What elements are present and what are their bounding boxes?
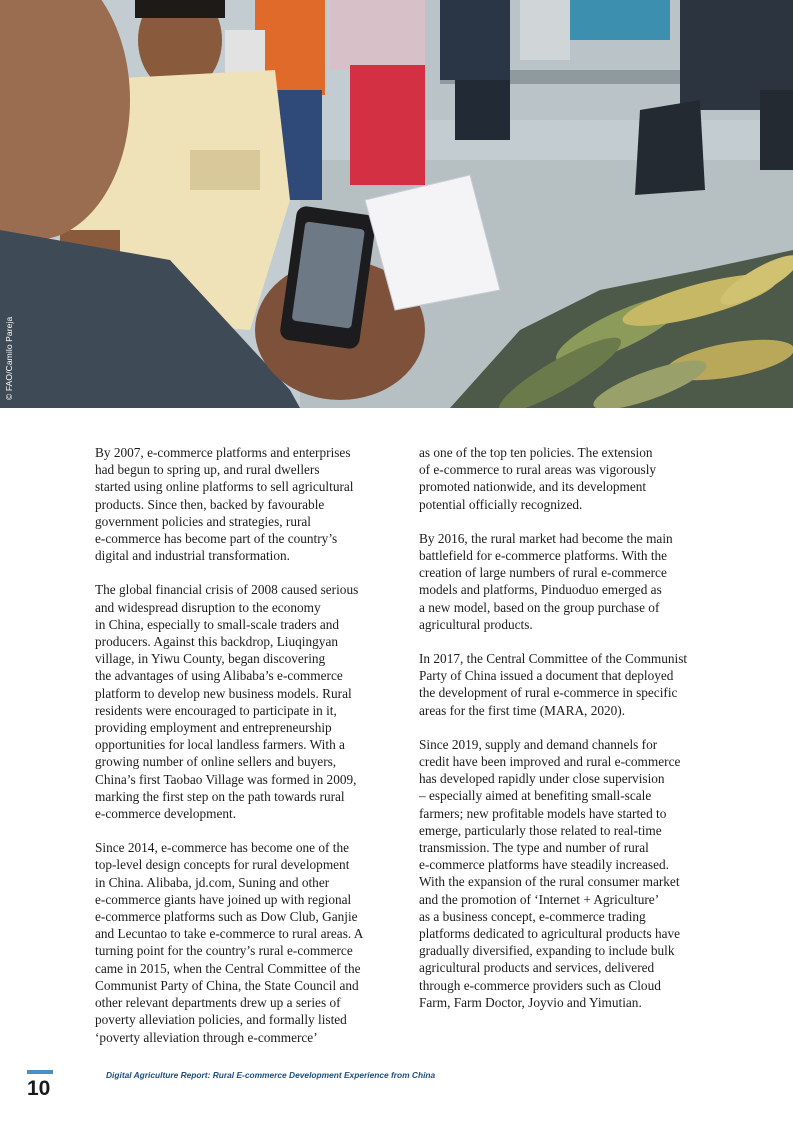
- paragraph: Since 2019, supply and demand channels for credit have been improved and rural e-commerce has developed rapidly under close supervision – especially aimed at benefiting small-scale farmers; new profitable models have started to emerge, particularly those related to real-time transmission. The type and number of rural e-commerce platforms have steadily increased. With the expansion of the rural consumer market and the promotion of ‘Internet + Agriculture’ as a business concept, e-commerce trading platforms dedicated to agricultural products have gradually diversified, expanding to include bulk agricultural products and services, delivered through e-commerce providers such as Cloud Farm, Farm Doctor, Joyvio and Yimutian.: [419, 736, 681, 1010]
- paragraph: Since 2014, e-commerce has become one of the top-level design concepts for rural development in China. Alibaba, jd.com, Suning and other e-commerce giants have joined up with regional e-commerce platforms such as Dow Club, Ganjie and Lecuntao to take e-commerce to rural areas. A turning point for the country’s rural e-commerce came in 2015, when the Central Committee of the Communist Party of China, the State Council and other relevant departments drew up a series of poverty alleviation policies, and formally listed ‘poverty alleviation through e-commerce’: [95, 840, 364, 1045]
- running-title: Digital Agriculture Report: Rural E-commerce Development Experience from China: [106, 1070, 436, 1080]
- header-photo: [0, 0, 793, 408]
- page-number: 10: [27, 1077, 51, 1100]
- paragraph: By 2016, the rural market had become the main battlefield for e-commerce platforms. With the creation of large numbers of rural e-commerce models and platforms, Pinduoduo emerged as a new model, based on the group purchase of agricultural products.: [419, 530, 673, 632]
- paragraph: By 2007, e-commerce platforms and enterprises had begun to spring up, and rural dwellers started using online platforms to sell agricultural products. Since then, backed by favourable government policies and strategies, rural e-commerce has become part of the country’s digital and industrial transformation.: [95, 445, 354, 564]
- paragraph: as one of the top ten policies. The extension of e-commerce to rural areas was vigorously promoted nationwide, and its development potential officially recognized.: [419, 445, 657, 512]
- photo-market-scene: [0, 0, 793, 408]
- footer-accent-bar: [27, 1070, 53, 1074]
- text-column-left: [95, 444, 395, 1063]
- photo-credit: © FAO/Camilo Pareja: [4, 316, 14, 400]
- paragraph: The global financial crisis of 2008 caused serious and widespread disruption to the economy in China, especially to small-scale traders and producers. Against this backdrop, Liuqingyan village, in Yiwu County, began discovering the advantages of using Alibaba’s e-commerce platform to develop new business models. Rural residents were encouraged to participate in it, providing employment and entrepreneurship opportunities for local landless farmers. With a growing number of online sellers and buyers, China’s first Taobao Village was formed in 2009, marking the first step on the path towards rural e-commerce development.: [95, 582, 359, 822]
- paragraph: In 2017, the Central Committee of the Communist Party of China issued a document that deployed the development of rural e-commerce in specific areas for the first time (MARA, 2020).: [419, 651, 688, 718]
- text-column-right: [419, 444, 719, 1028]
